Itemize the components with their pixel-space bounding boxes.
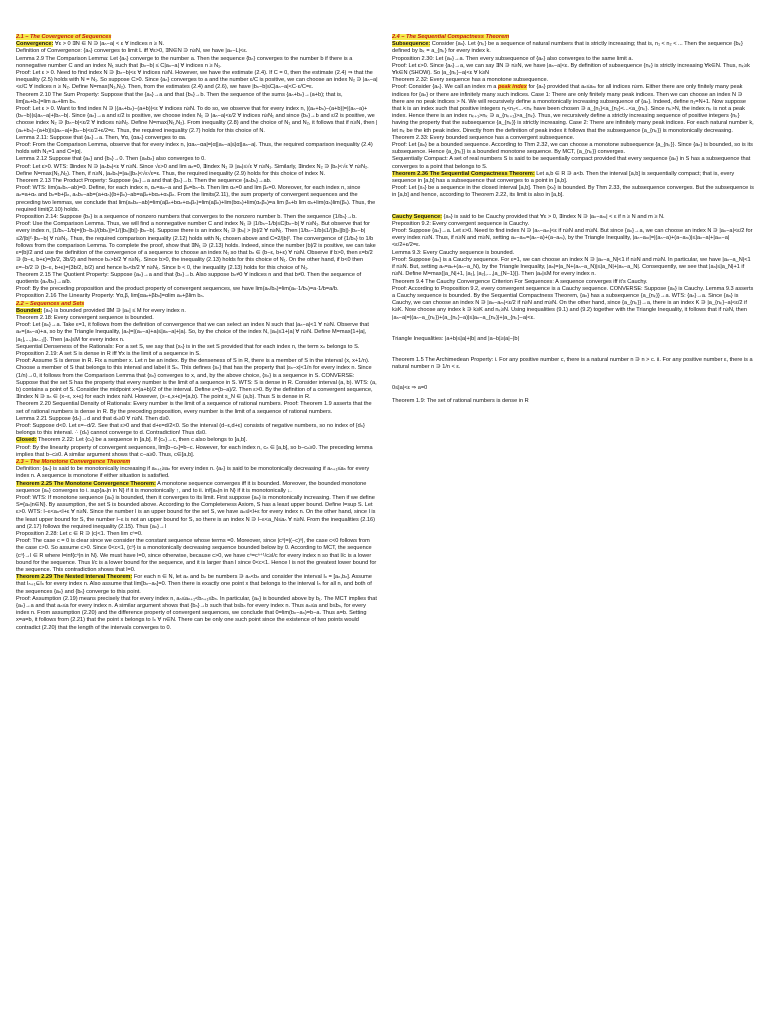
closed-theorem: Closed: Theorem 2.22: Let {cₙ} be a sequence in [a,b]. If {cₙ}→c, then c also belongs to [a,b].: [16, 437, 248, 444]
paragraph: Theorem 2.13 The Product Property: Suppose {aₙ}→a and that {bₙ}→b. Then the sequence {aₙbₙ}→ab.: [16, 178, 272, 185]
paragraph: Proof: WTS: lim(aₙbₙ−ab)=0. Define, for each index n, αₙ=aₙ−a and βₙ=bₙ−b. Then lim αₙ=0 and lim βₙ=0. Moreover, for each index n, since aₙ=a+αₙ and bₙ=b+βₙ, aₙbₙ−ab=(a+αₙ)(b+βₙ)−ab=aβₙ+bαₙ+αₙβₙ. From the limits(2.11), the sum property of convergent sequences and the preceding two lemmas, we conclude that lim(aₙbₙ−ab)=lim(aβₙ+bαₙ+αₙβₙ)=lim(aβₙ)+lim(bαₙ)+lim(αₙβₙ)=a lim βₙ+b lim αₙ+lim(αₙ)lim(βₙ). Thus, the required limit(2.10) holds.: [16, 185, 376, 213]
paragraph: Proof: By the linearity property of convergent sequences, lim[b−cₙ]=b−c. However, for each index n, cₙ ∈ [a,b], so b−cₙ≥0. The preceding lemma implies that b−c≥0. A similar argument shows that c−a≥0. Thus, c∈[a,b].: [16, 444, 373, 458]
left-column: [16, 34, 378, 632]
paragraph: Proof: Let {xₙ} be a sequence in the closed interval [a,b]. Then {xₙ} is bounded. By Thm 2.33, the subsequence converges. But the subsequence is in [a,b] and hence, according to Theorem 2.22, its limit is also in [a,b].: [392, 185, 754, 199]
paragraph: Proof: Let {aₙ} be a bounded sequence. According to Thm 2.32, we can choose a monotone subsequence {a_{nₖ}}. Since {aₙ} is bounded, so is its subsequence. Hence {a_{nₖ}} is a bounded monotone sequence. By MCT, {a_{nₖ}} converges.: [392, 142, 753, 156]
cauchy-definition: Cauchy Sequence: {aₙ} is said to be Cauchy provided that ∀ε > 0, ∃index N ∋ |aₙ−aₘ| < ε if n ≥ N and m ≥ N.: [392, 213, 665, 220]
paragraph: Proposition 2.14: Suppose {bₙ} is a sequence of nonzero numbers that converges to the nonzero number b. Then the sequence {1/bₙ}→b.: [16, 214, 357, 221]
paragraph: Theorem 2.15 The Quotient Property: Suppose {aₙ}→a and that {bₙ}→b. Also suppose bₙ≠0 ∀ indices n and that b≠0. Then the sequence of quotients {aₙ/bₙ}→a/b.: [16, 271, 362, 285]
cauchy-label: Cauchy Sequence:: [392, 213, 443, 220]
peak-index-term: peak index: [497, 84, 527, 91]
paragraph: Proposition 2.30: Let {aₙ}→a. Then every subsequence of {aₙ} also converges to the same limit a.: [392, 55, 633, 62]
zero-lemma: 0≤|a|<ε ⇒ a=0: [392, 385, 428, 392]
section-title-2-2: 2.2 – Sequences and Sets: [16, 300, 85, 307]
paragraph: Theorem 2.20 Sequential Density of Rationals: Every number is the limit of a sequence of rational numbers. Proof: Theorem 1.9 asserts that the set of rational numbers is dense in R. By the preceding proposition, every number is the limit of a sequence of rational numbers.: [16, 401, 372, 415]
paragraph: Proof: Let ε>0. WTS: ∃index N ∋ |aₙbₙ|<ε ∀ n≥N. Since √ε>0 and lim aₙ=0, ∃index N₁ ∋ |aₙ|≤√ε ∀ n≥N₁. Similarly, ∃index N₂ ∋ |bₙ|<√ε ∀ n≥N₂. Define N=max(N₁,N₂). Then, if n≥N, |aₙbₙ|=|aₙ||bₙ|<√ε√ε=ε. Thus, the required inequality (2.9) holds for this choice of index N.: [16, 163, 369, 177]
paragraph: Preposition 9.2: Every convergent sequence is Cauchy.: [392, 220, 530, 227]
subsequence-label: Subsequence:: [392, 41, 431, 48]
paragraph: Proof: According to Proposition 9.2, every convergent sequence is a Cauchy sequence. CONVERSE: Suppose {aₙ} is Cauchy. Lemma 9.3 asserts a Cauchy sequence is bounded. By the Sequential Compactness Theorem, {aₙ} has a subsequence {a_{nₖ}}→a. WTS: {aₙ}→a. Since {aₙ} is Cauchy, we can choose an index N ∋ |aₙ−aₘ|<ε/2 if n≥N and m≥N. On the other hand, since {a_{nₖ}}→a, there is an index K ∋ |a_{nₖ}−a|<ε/2 if k≥K. Now choose any index k ∋ k≥K and nₖ≥N. Using inequalities (9.1) and (9.2) together with the Triangle Inequality, it follows that if n≥N, then |aₙ−a|=|(aₙ−a_{nₖ})+(a_{nₖ}−a)|≤|aₙ−a_{nₖ}|+|a_{nₖ}−a|<ε.: [392, 285, 754, 321]
convergence-label: Convergence:: [16, 41, 54, 48]
rationals-dense-theorem: Theorem 1.9: The set of rational numbers is dense in R: [392, 397, 529, 404]
convergence-definition: Convergence: ∀ε > 0 ∃N ∈ N ∋ |aₙ−a| < ε ∀ indices n ≥ N.: [16, 41, 165, 48]
paragraph: Proof: From the Comparison Lemma, observe that for every index n, |αaₙ−αa|=|α||aₙ−a|≤|α||aₙ−a|. Thus, the required comparison inequality (2.4) holds with N₁=1 and C=|α|.: [16, 142, 373, 156]
closed-label: Closed:: [16, 437, 37, 444]
paragraph: Definition of Convergence: {aₙ} converges to limit L iff ∀ε>0, ∃N∈N ∋ n≥N, we have |aₙ−L|<ε.: [16, 48, 248, 55]
paragraph: Definition: {aₙ} is said to be monotonically increasing if aₙ₊₁≥aₙ for every index n. {aₙ} is said to be monotonically decreasing if aₙ₊₁≤aₙ for every index n. A sequence is monotone if either situation is satisfied.: [16, 466, 370, 480]
bounded-definition: Bounded: {aₙ} is bounded provided ∃M ∋ |aₙ| ≤ M for every index n.: [16, 307, 186, 314]
section-title-2-1: 2.1 – The Covergence of Sequences: [16, 34, 112, 40]
paragraph: Proof: Suppose {aₙ}→a. Let ε>0. Need to find index N ∋ |aₙ−aₘ|<ε if n≥N and m≥N. But since {aₙ}→a, we can choose an index N ∋ |aₙ−a|<ε/2 for every index n≥N. Thus, if n≥N and m≥N, setting aₙ−aₘ=(aₙ−a)+(a−aₘ), by the Triangle Inequality, |aₙ−aₘ|=|(aₙ−a)+(a−aₘ)|≤|aₙ−a|+|aₘ−a|<ε/2+ε/2=ε.: [392, 228, 753, 249]
sct-label: Theorem 2.36 The Sequential Compactness Theorem:: [392, 170, 535, 177]
paragraph: Proposition 2.28: Let c ∈ R ∋ |c|<1. Then lim cⁿ=0.: [16, 531, 143, 538]
paragraph: Lemma 2.21 Suppose {dₙ}→d and that dₙ≥0 ∀ n≥N. Then d≥0.: [16, 415, 171, 422]
paragraph: Proof: Assumption (2.19) means precisely that for every index n, aₙ≤aₙ₊₁<bₙ₊₁≤bₙ. In particular, {aₙ} is bounded above by b₁. The MCT implies that {aₙ}→a and that aₙ≤a for every index n. A similar argument shows that {bₙ}→b such that b≤bₙ for every index n. Thus aₙ≤a and b≤bₙ, for every index n. From assumption (2.20) and the difference property of convergent sequences, we conclude that 0=lim(bₙ−aₙ)=b−a. Thus a=b. Setting x=a=b, it follows from (2.21) that the point x belongs to Iₙ ∀ n∈N. There can be only one such point since the existence of two points would contradict (2.20) that the length of the intervals converges to 0.: [16, 595, 377, 631]
bounded-label: Bounded:: [16, 307, 43, 314]
paragraph: Proposition 2.19: A set S is dense in R iff ∀x is the limit of a sequence in S.: [16, 350, 201, 357]
paragraph: Proof: Use the Comparison Lemma. Thus, we will find a nonnegative number C and index N₁ ∋ |1/bₙ−1/b|≤C|bₙ−b| ∀ n≥N₁. But observe that for every index n, |1/bₙ−1/b|=|(b−bₙ)/(bbₙ)|=1/(|bₙ||b|)·|bₙ−b|. Suppose there is an index N₁ ∋ |bₙ| > |b|/2 ∀ n≥N₁. Then |1/bₙ−1/b|≤1/(|bₙ||b|)·|bₙ−b|≤2/|b|²·|bₙ−b| ∀ n≥N₁. Thus, the required comparison inequality (2.12) holds with N₁ chosen above and C=2/|b|². The convergence of {1/bₙ} to 1/b follows from the comparison Lemma. To complete the proof, show that ∃N₁ ∋ (2.13) holds. Indeed, since the number |b|/2 is positive, we can take ε=|b|/2 and use the definition of the convergence of a sequence to choose an index N₁ so that bₙ ∈ (b−ε, b+ε) ∀ n≥N. Observe if b>0, then ε=b/2 ∋ (b−ε, b+ε)=(b/2, 3b/2) and hence bₙ>b/2 ∀ n≥N₁. Since b>0, the inequality (2.13) holds for this choice of N₁. On the other hand, if b<0 then ε=−b/2 ∋ (b−ε, b+ε)=(3b/2, b/2) and hence bₙ<b/2 ∀ n≥N₁. Since b < 0, the inequality (2.13) holds for this choice of N₁.: [16, 221, 376, 271]
paragraph: Proof: Let ε > 0. Need to find index N ∋ |bₙ−b|<ε ∀ indices n≥N. However, we have the estimate (2.4). If C = 0, then the estimate (2.4) ⇒ that the inequality (2.5) holds with N = N₁. So suppose C>0. Since {aₙ} converges to a and the number ε/C is positive, we can choose an index N₂ ∋ |aₙ−a|<ε/C ∀ indices n ≥ N₂. Define N=max(N₁,N₂). Then, from the estimates (2.4) and (2.6), we have |bₙ−b|≤C|aₙ−a|<C·ε/C=ε.: [16, 70, 378, 91]
triangle-inequalities: Triangle Inequalities: |a+b|≤|a|+|b| and |a−b|≥|a|−|b|: [392, 335, 519, 342]
paragraph: Theorem 9.4 The Cauchy Convergence Criterion For Sequences: A sequence converges iff it's Cauchy.: [392, 278, 648, 285]
right-column: [392, 34, 754, 405]
paragraph: Lemma 2.12 Suppose that {aₙ} and {bₙ}→0. Then {aₙbₙ} also converges to 0.: [16, 156, 206, 163]
nit-label: Theorem 2.29 The Nested Interval Theorem:: [16, 574, 133, 581]
paragraph: Theorem 2.10 The Sum Property: Suppose that the {aₙ}→a and that {bₙ}→b. Then the sequence of the sums {aₙ+bₙ}→(a+b); that is, lim[aₙ+bₙ]=lim aₙ+lim bₙ.: [16, 91, 343, 105]
paragraph: Proof: Suppose {aₙ} is a Cauchy sequence. For ε=1, we can choose an index N ∋ |aₙ−a_N|<1 if n≥N and m≥N. In particular, we have |aₙ−a_N|<1 if n≥N. But, setting aₙ=aₙ+(aₙ−a_N), by the Triangle Inequality, |aₙ|=|a_N+(aₙ−a_N)|≤|a_N|+|aₙ−a_N|. Consequently, we see that |aₙ|≤|a_N|+1 if n≥N. Define M=max{|a_N|+1, |a₁|, |a₂|,...,|a_{N−1}|}. Then |aₙ|≤M for every index n.: [392, 256, 751, 278]
paragraph: Proof: Let ε>0. Since {aₙ}→a, we can say ∃N ∋ n≥N, we have |aₙ−a|<ε. By definition of subsequence {nₖ} is strictly increasing ∀k∈N. Thus, nₖ≥k ∀k∈N (SHOW). So |a_{nₖ}−a|<ε ∀ k≥N: [392, 62, 750, 77]
paragraph: Proof: Suppose d<0. Let ε=−d/2. See that ε>0 and that d+ε=d/2<0. So the interval (d−ε,d+ε) consists of negative numbers, so no index of {dₙ} belongs to this interval. ∴ {dₙ} cannot converge to d. Contradiction! Thus d≥0.: [16, 422, 365, 437]
subsequence-definition: Subsequence: Consider {aₙ}. Let {nₖ} be a sequence of natural numbers that is strictly increasing; that is, n₁ < n₂ < ... Then the sequence {bₖ} defined by bₖ = a_{nₖ} for every index k.: [392, 41, 743, 55]
paragraph: Lemma 2.9 The Comparison Lemma: Let {aₙ} converge to the number a. Then the sequence {bₙ} converges to the number b if there is a nonnegative number C and an index N₁ such that |bₙ−b| ≤ C|aₙ−a| ∀ indices n ≥ N₁.: [16, 55, 353, 69]
paragraph: Theorem 2.33: Every bounded sequence has a convergent subsequence.: [392, 134, 575, 141]
paragraph: Lemma 9.3: Every Cauchy sequence is bounded.: [392, 249, 515, 256]
paragraph: Proof: Let {aₙ}→a. Take ε=1, it follows from the definition of convergence that we can select an index N such that |aₙ−a|<1 ∀ n≥N. Observe that aₙ=(aₙ−a)+a, so by the Triangle Inequality, |aₙ|=|(aₙ−a)+a|≤|aₙ−a|+|a|. So, by the choice of the index N, |aₙ|≤1+|a| ∀ n≥N. Define M=max{1+|a|, |a₁|,...,|aₙ₋₁|}. Then |aₙ|≤M for every index n.: [16, 322, 369, 343]
nit-theorem: Theorem 2.29 The Nested Interval Theorem: For each n ∈ N, let aₙ and bₙ be numbers ∋ aₙ<bₙ and consider the interval Iₙ = [aₙ,bₙ]. Assume that Iₙ₊₁⊆Iₙ for every index n. Also assume that lim[bₙ−aₙ]=0. Then there is exactly one point x that belongs to the interval Iₙ for all n, and both of the sequences {aₙ} and {bₙ} converge to this point.: [16, 574, 372, 595]
paragraph: Theorem 2.18: Every convergent sequence is bounded.: [16, 314, 154, 321]
section-title-2-3: 2.3 – The Monotone Convergence Theorem: [16, 458, 131, 465]
paragraph: Theorem 2.32: Every sequence has a monotone subsequence.: [392, 77, 549, 84]
paragraph: Sequential Denseness of the Rationals: For a set S, we say that {xₙ} is in the set S provided that for each index n, the term xₙ belongs to S.: [16, 343, 360, 350]
paragraph: Lemma 2.11: Suppose that {aₙ}→a. Then, ∀α, {αaₙ} converges to αa.: [16, 134, 187, 141]
paragraph: Proof: The case c = 0 is clear since we consider the constant sequence whose terms =0. Moreover, since |cⁿ|=|(−c)ⁿ|, the case c<0 follows from the case c>0. So assume c>0. Since 0<c<1, {cⁿ} is a monotonically decreasing sequence bounded below by 0. According to MCT, the sequence {cⁿ}→l ∈ R where l=inf{cⁿ|n in N}. We must have l=0, since otherwise, because c>0, we have cⁿ=cⁿ⁺¹/c≥l/c for every index n so that l/c is a lower bound for the sequence. Thus l/c is a lower bound for the sequence, and it is larger than l since 0<c<1. Hence l is not the greatest lower bound for the sequence. This contradiction shows that l=0.: [16, 538, 377, 574]
paragraph: Proof: By the preceding proposition and the product property of convergent sequences, we have lim(aₙ/bₙ)=lim(aₙ·1/bₙ)=a·1/b=a/b.: [16, 286, 339, 293]
archimedean-property: Theorem 1.5 The Archimedean Property: i. For any positive number c, there is a natural number n ∋ n > c. ii. For any positive number ε, there is a natural number n ∋ 1/n < ε.: [392, 356, 753, 371]
paragraph: Proposition 2.16 The Linearity Property: ∀α,β, lim[αaₙ+βbₙ]=αlim aₙ+βlim bₙ.: [16, 293, 205, 300]
peak-index-proof: Proof: Consider {aₙ}. We call an index m a peak index for {aₙ} provided that aₙ≤aₘ for all indices n≥m. Either there are only finitely many peak indices for {aₙ} or there are infinitely many such indices. Case 1: There are only finitely many peak indices. Then we can choose an index N ∋ there are no peak indices > N. We will recursively define a monotonically increasing subsequence of {aₙ}. Indeed, define n₁=N+1. Now suppose that k is an index such that positive integers n₁<n₂<...<nₖ have been chosen ∋ a_{n₁}<a_{n₂}<...<a_{nₖ}. Since nₖ>N, the index nₖ is not a peak index. Hence there is an index nₖ₊₁>nₖ ∋ a_{nₖ₊₁}>a_{nₖ}. Thus, we recursively define a strictly increasing sequence of positive integers {nₖ} having the property that the subsequence {a_{nₖ}} is strictly increasing. Case 2: There are infinitely many peak indices. For each natural number k, let nₖ be the kth peak index. Directly from the definition of peak index it follows that the subsequence {a_{nₖ}} is monotonically decreasing.: [392, 84, 754, 134]
mct-theorem: Theorem 2.25 The Monotone Convergence Theorem: A monotone sequence converges iff it is bounded. Moreover, the bounded monotone sequence {aₙ} converges to i. sup{aₙ|n in N} if it is monotonically ↑, and to ii. inf{aₙ|n in N} if it is monotonically ↓.: [16, 480, 367, 494]
mct-label: Theorem 2.25 The Monotone Convergence Theorem:: [16, 480, 156, 487]
section-title-2-4: 2.4 – The Sequential Compactness Theorem: [392, 34, 510, 40]
paragraph: Proof: Assume S is dense in R. Fix a number x. Let n be an index. By the denseness of S in R, there is a member of S in the interval (x, x+1/n). Choose a member of S that belongs to this interval and label it Sₙ. This defines {sₙ} that has the property that |sₙ−x|<1/n for every index n. Since (1/n)→0, it follows from the Comparison Lemma that {sₙ} converges to x, and, by the above choice, {sₙ} is a sequence in S. CONVERSE: Suppose that the set S has the property that every number is the limit of a sequence in S. WTS: S is dense in R. Consider interval (a, b). WTS: (a, b) contains a point of S. Consider the midpoint x=(a+b)/2 of the interval. Define ε=(b−a)/2. Then ε>0. By the definition of a convergent sequence, ∃index N ∋ sₙ ∈ (x−ε, x+ε) for each index n≥N. However, (x−ε,x+ε)=(a,b). The point s_N ∈ (a,b). Thus S is dense in R.: [16, 358, 377, 401]
paragraph: Proof: Let ε > 0. Want to find index N ∋ |(aₙ+bₙ)−(a+b)|<ε ∀ indices n≥N. To do so, we observe that for every index n, |(aₙ+bₙ)−(a+b)|=|(aₙ−a)+(bₙ−b)|≤|aₙ−a|+|bₙ−b|. Since {aₙ}→a and ε/2 is positive, we choose index N₁ ∋ |aₙ−a|<ε/2 ∀ indices n≥N₁ and since {bₙ}→b and ε/2 is positive, we choose index N₂ ∋ |bₙ−b|<ε/2 ∀ indices n≥N₂. Define N=max(N₁,N₂). From inequality (2.8) and the choice of N₁ and N₂, it follows that if n≥N, then |(aₙ+bₙ)−(a+b)|≤|aₙ−a|+|bₙ−b|<ε/2+ε/2=ε. Thus, the required inequality (2.7) holds for this choice of N.: [16, 106, 378, 134]
paragraph: Proof: WTS: If monotone sequence {aₙ} is bounded, then it converges to its limit. First suppose {aₙ} is monotonically increasing. Then if we define S={aₙ|n∈N}. By assumption, the set S is bounded above. According to the Completeness Axiom, S has a least upper bound. Define l=sup S. Let ε>0. WTS: l−ε<aₙ<l+ε ∀ n≥N. Since the number l is an upper bound for the set S, we have aₙ≤l<l+ε for every index n. On the other hand, since l is the least upper bound for S, the number l−ε is not an upper bound for S, so there is an index N ∋ l−ε<a_N≤aₙ ∀ n≥N. From the inequalities (2.16) and (2.17) follows the required inequality (2.15). Thus {aₙ}→l: [16, 495, 376, 530]
sct-theorem: Theorem 2.36 The Sequential Compactness Theorem: Let a,b ∈ R ∋ a<b. Then the interval [a,b] is sequentially compact; that is, every sequence in [a,b] has a subsequence that converges to a point in [a,b].: [392, 170, 735, 185]
paragraph: Sequentially Compact: A set of real numbers S is said to be sequentially compact provided that every sequence {aₙ} in S has a subsequence that converges to a point that belongs to S.: [392, 156, 751, 170]
